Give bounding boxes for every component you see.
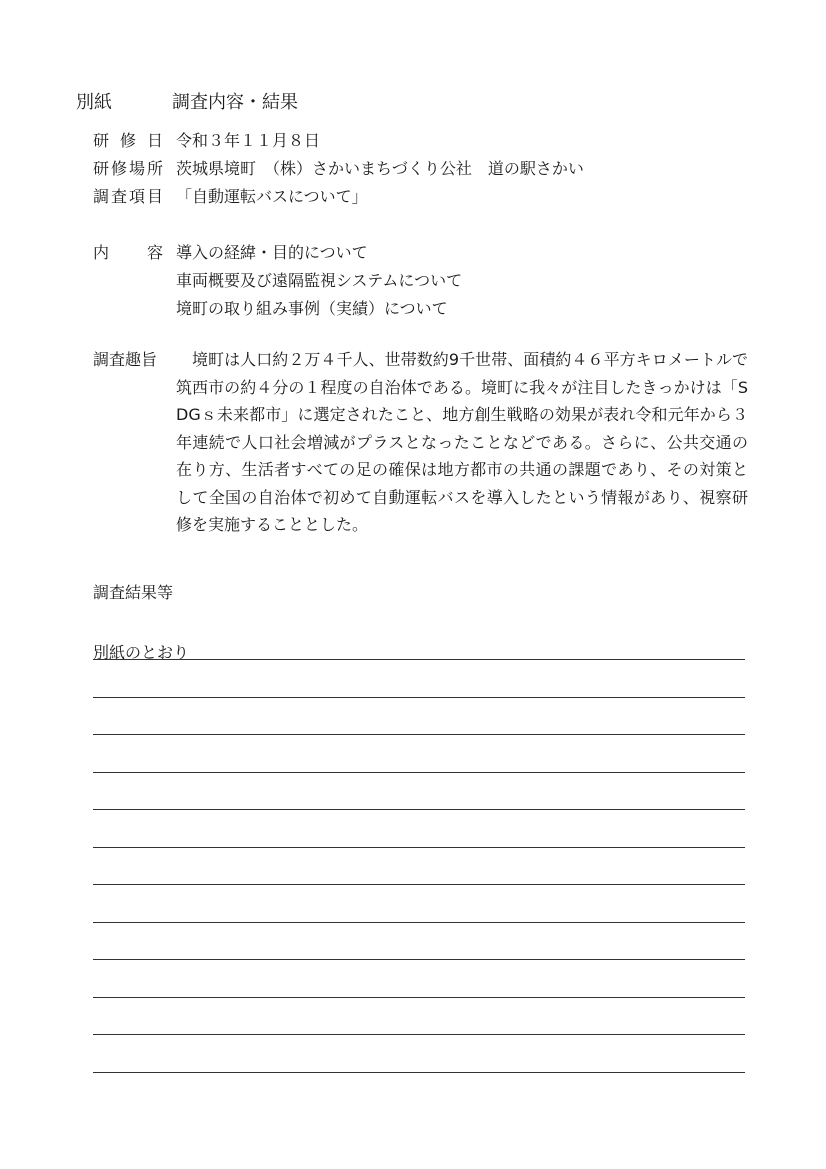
- attachment-label: 別紙: [76, 92, 112, 113]
- content-item: 導入の経緯・目的について: [176, 243, 368, 262]
- document-title: 調査内容・結果: [172, 92, 298, 113]
- content-item: 車両概要及び遠隔監視システムについて: [176, 271, 463, 290]
- field-value: 令和３年１１月８日: [176, 131, 321, 150]
- writing-line: [93, 734, 745, 735]
- field-value: 茨城県境町 （株）さかいまちづくり公社 道の駅さかい: [176, 159, 584, 178]
- purpose-label: 調査趣旨: [93, 350, 158, 369]
- writing-line: [93, 959, 745, 960]
- results-text: 別紙のとおり: [93, 643, 190, 662]
- writing-line: [93, 847, 745, 848]
- writing-line: [93, 809, 745, 810]
- field-label: 研修場所: [93, 159, 163, 178]
- writing-line: [93, 1072, 745, 1073]
- writing-line: [93, 1034, 745, 1035]
- field-value: 「自動運転バスについて」: [176, 187, 368, 206]
- content-item: 境町の取り組み事例（実績）について: [176, 299, 448, 318]
- field-label: 調査項目: [93, 187, 163, 206]
- field-label: 内容: [93, 243, 163, 262]
- writing-line: [93, 884, 745, 885]
- field-label: 研修日: [93, 131, 163, 150]
- purpose-paragraph: 境町は人口約２万４千人、世帯数約9千世帯、面積約４６平方キロメートルで筑西市の約４分の１程度の自治体である。境町に我々が注目したきっかけは「SDGｓ未来都市」に選定されたこと、地方創生戦略の効果が表れ令和元年から３年連続で人口社会増減がプラスとなったことなどである。さらに、公共交通の在り方、生活者すべての足の確保は地方都市の共通の課題であり、その対策として全国の自治体で初めて自動運転バスを導入したという情報があり、視察研修を実施することとした。: [176, 350, 748, 534]
- writing-line: [93, 659, 745, 660]
- writing-line: [93, 922, 745, 923]
- results-label: 調査結果等: [93, 583, 174, 602]
- writing-line: [93, 997, 745, 998]
- writing-line: [93, 697, 745, 698]
- writing-line: [93, 772, 745, 773]
